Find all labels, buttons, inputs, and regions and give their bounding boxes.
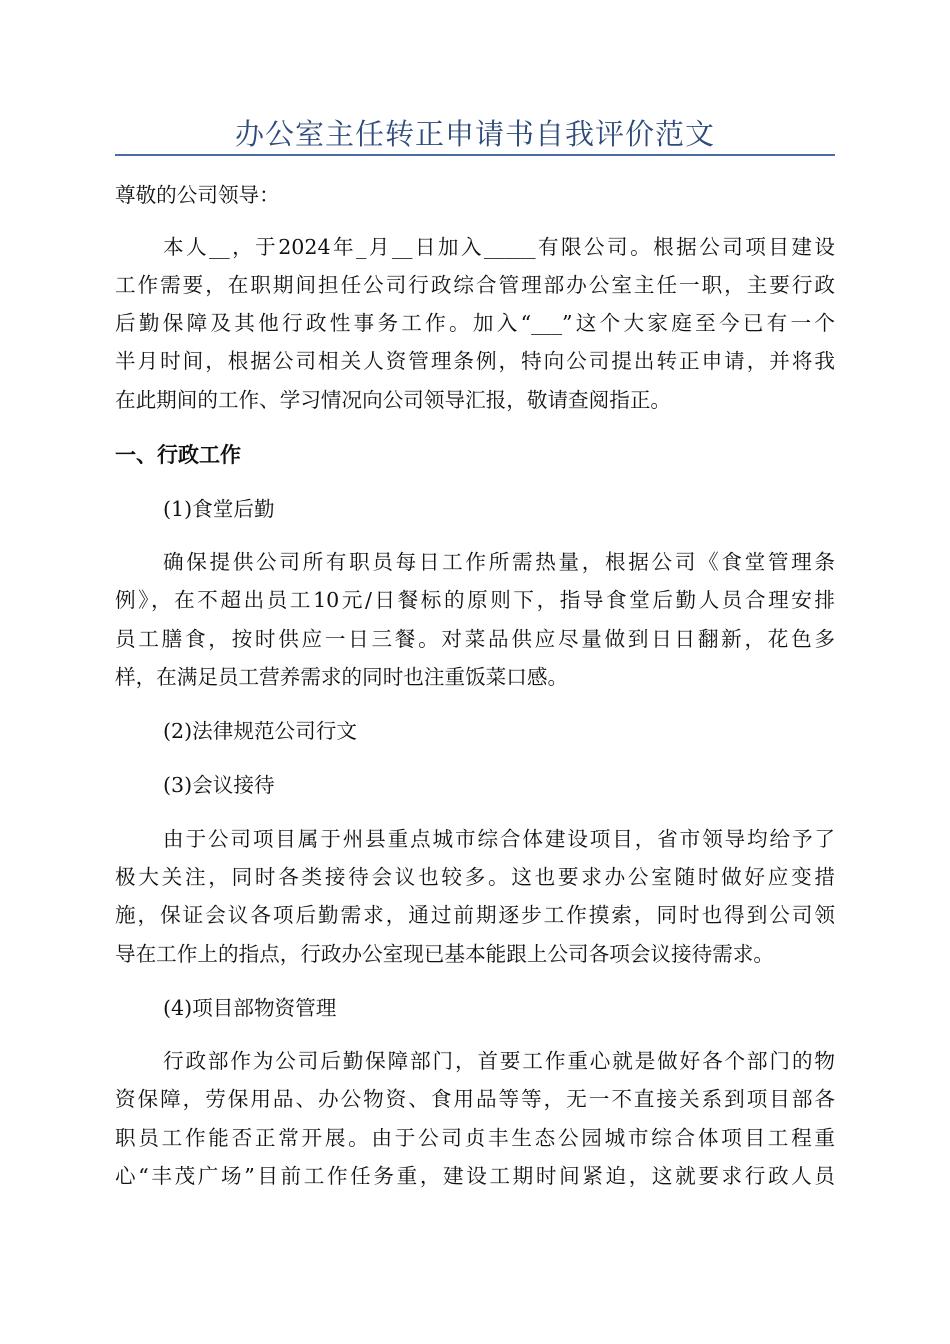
greeting: 尊敬的公司领导： bbox=[115, 183, 280, 207]
item-title: (2)法律规范公司行文 bbox=[163, 719, 357, 743]
intro-line: 后勤保障及其他行政性事务工作。加入“___”这个大家庭至今已有一个 bbox=[115, 311, 835, 335]
item-body-line: 行政部作为公司后勤保障部门，首要工作重心就是做好各个部门的物 bbox=[163, 1049, 835, 1073]
item-title: (1)食堂后勤 bbox=[163, 497, 275, 521]
item-body-line: 施，保证会议各项后勤需求，通过前期逐步工作摸索，同时也得到公司领 bbox=[115, 903, 835, 927]
intro-line: 工作需要，在职期间担任公司行政综合管理部办公室主任一职，主要行政 bbox=[115, 273, 835, 297]
intro-line: 本人__，于2024年_月__日加入_____有限公司。根据公司项目建设 bbox=[163, 235, 835, 259]
title-underline bbox=[115, 154, 835, 156]
item-body-line: 极大关注，同时各类接待会议也较多。这也要求办公室随时做好应变措 bbox=[115, 865, 835, 889]
item-body-line: 例》，在不超出员工10元/日餐标的原则下，指导食堂后勤人员合理安排 bbox=[115, 588, 835, 612]
item-body-line: 确保提供公司所有职员每日工作所需热量，根据公司《食堂管理条 bbox=[163, 550, 835, 574]
item-title: (3)会议接待 bbox=[163, 773, 275, 797]
section-heading: 一、行政工作 bbox=[115, 443, 241, 467]
item-body-line: 导在工作上的指点，行政办公室现已基本能跟上公司各项会议接待需求。 bbox=[115, 942, 774, 966]
item-body-line: 样，在满足员工营养需求的同时也注重饭菜口感。 bbox=[115, 665, 569, 689]
item-body-line: 由于公司项目属于州县重点城市综合体建设项目，省市领导均给予了 bbox=[163, 827, 835, 851]
item-title: (4)项目部物资管理 bbox=[163, 996, 337, 1020]
document-title: 办公室主任转正申请书自我评价范文 bbox=[234, 117, 715, 151]
item-body-line: 员工膳食，按时供应一日三餐。对菜品供应尽量做到日日翻新，花色多 bbox=[115, 627, 835, 651]
intro-line: 半月时间，根据公司相关人资管理条例，特向公司提出转正申请，并将我 bbox=[115, 349, 835, 373]
item-body-line: 职员工作能否正常开展。由于公司贞丰生态公园城市综合体项目工程重 bbox=[115, 1126, 835, 1150]
item-body-line: 资保障，劳保用品、办公物资、食用品等等，无一不直接关系到项目部各 bbox=[115, 1087, 835, 1111]
intro-line: 在此期间的工作、学习情况向公司领导汇报，敬请查阅指正。 bbox=[115, 388, 672, 412]
item-body-line: 心“丰茂广场”目前工作任务重，建设工期时间紧迫，这就要求行政人员 bbox=[115, 1164, 835, 1188]
